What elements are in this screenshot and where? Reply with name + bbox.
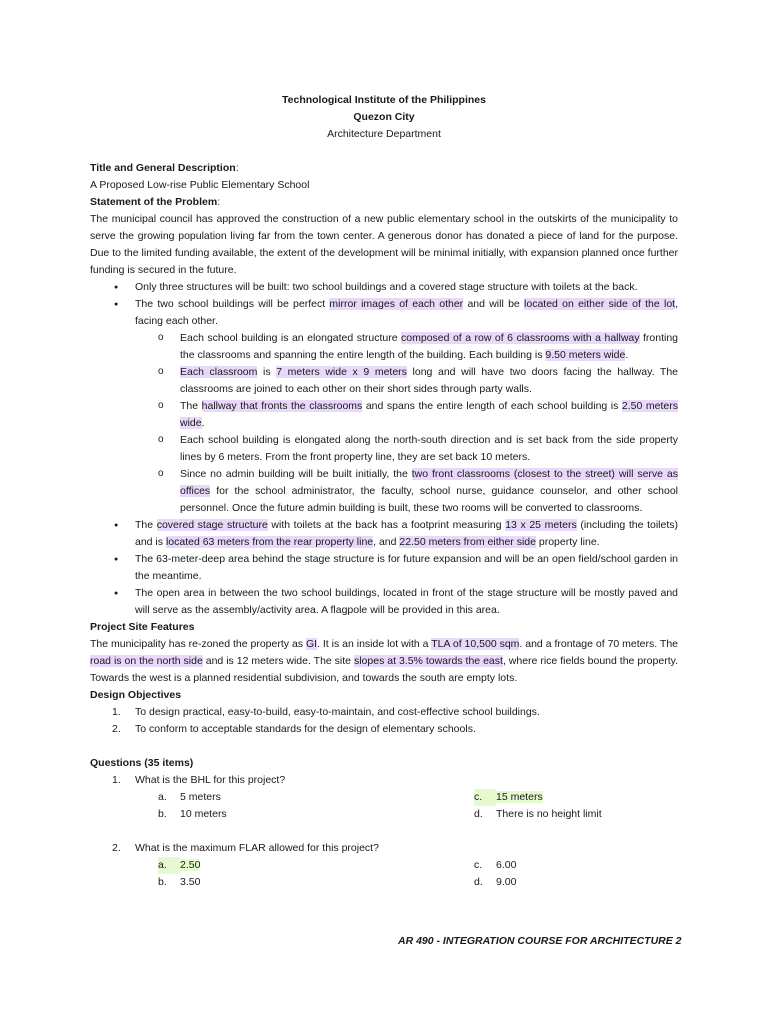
question-number: 1. xyxy=(112,774,121,786)
problem-bullets xyxy=(90,279,678,619)
questions-heading: Questions (35 items) xyxy=(90,757,194,769)
objectives-heading: Design Objectives xyxy=(90,689,182,701)
problem-heading: Statement of the Problem: xyxy=(90,196,221,208)
department-name: Architecture Department xyxy=(327,128,441,140)
objective-item: 1. To design practical, easy-to-build, easy-to-maintain, and cost-effective school buildings. xyxy=(112,706,540,718)
title-text: A Proposed Low-rise Public Elementary School xyxy=(90,179,310,191)
option-a-correct[interactable]: a. 2.50 xyxy=(158,857,200,874)
option-b[interactable]: b. 10 meters xyxy=(158,808,227,820)
objective-item: 2. To conform to acceptable standards for the design of elementary schools. xyxy=(112,723,476,735)
option-a[interactable]: a. 5 meters xyxy=(158,791,221,803)
option-d[interactable]: d. 9.00 xyxy=(474,876,517,888)
option-b[interactable]: b. 3.50 xyxy=(158,876,201,888)
subbullet-hallway: o The hallway that fronts the classrooms and spans the entire length of each school building is 2.50 meters wide. xyxy=(90,398,678,432)
bullet-school-buildings: ● The two school buildings will be perfect mirror images of each other and will be located on either side of the lot, facing each other. o Each school building is an elongated structure composed of a row of 6 classrooms with a hallway fronting the classrooms and spanning the entire length of the building. Each building is 9.50 meters wide. o Each classroom is 7 meters wide x 9 meters long and will have two doors facing the hallway. The classrooms are joined to each other on their short sides through party walls. o The hallway that fronts the classrooms and spans the entire length of each school building is 2.50 meters wide. o Each school building is elongated along the north-south direction and is set back from the side property lines by 6 meters. From the front property line, they are set back 10 meters. o Since no admin building will be built initially, the two front classrooms (closest to the street) will serve as offices for the school administrator, the faculty, school nurse, guidance counselor, and other school personnel. Once the future admin building is built, these two rooms will be converted to classrooms. xyxy=(90,296,678,517)
question-2 xyxy=(90,840,678,891)
question-text: What is the maximum FLAR allowed for this project? xyxy=(135,842,379,854)
title-heading: Title and General Description: xyxy=(90,162,239,174)
option-c[interactable]: c. 6.00 xyxy=(474,859,517,871)
bullet-expansion-area: ● The 63-meter-deep area behind the stage structure is for future expansion and will be an open field/school garden in the meantime. xyxy=(90,551,678,585)
bullet-structures: ● Only three structures will be built: two school buildings and a covered stage structure with toilets at the back. xyxy=(90,279,678,296)
subbullet-setbacks: o Each school building is elongated along the north-south direction and is set back from the side property lines by 6 meters. From the front property line, they are set back 10 meters. xyxy=(90,432,678,466)
document-page xyxy=(90,92,678,891)
subbullet-classroom-size: o Each classroom is 7 meters wide x 9 meters long and will have two doors facing the hallway. The classrooms are joined to each other on their short sides through party walls. xyxy=(90,364,678,398)
bullet-assembly-area: ● The open area in between the two school buildings, located in front of the stage structure will be mostly paved and will serve as the assembly/activity area. A flagpole will be provided in this area. xyxy=(90,585,678,619)
problem-text: The municipal council has approved the construction of a new public elementary school in the outskirts of the municipality to serve the growing population living far from the town center. A generous donor has donated a piece of land for the purpose. Due to the limited funding available, the extent of the development will be minimal initially, with expansion planned once further funding is secured in the future. xyxy=(90,213,678,276)
school-building-subbullets xyxy=(135,330,678,517)
bullet-stage-structure: ● The covered stage structure with toilets at the back has a footprint measuring 13 x 25 meters (including the toilets) and is located 63 meters from the rear property line, and 22.50 meters from either side property line. xyxy=(90,517,678,551)
page-footer: AR 490 - INTEGRATION COURSE FOR ARCHITECTURE 2 xyxy=(398,935,682,947)
objectives-list xyxy=(90,704,678,738)
institution-name: Technological Institute of the Philippines xyxy=(282,94,486,106)
site-heading: Project Site Features xyxy=(90,621,195,633)
city-name: Quezon City xyxy=(353,111,415,123)
question-number: 2. xyxy=(112,842,121,854)
subbullet-row-of-classrooms: o Each school building is an elongated structure composed of a row of 6 classrooms with a hallway fronting the classrooms and spanning the entire length of the building. Each building is 9.50 meters wide. xyxy=(90,330,678,364)
question-text: What is the BHL for this project? xyxy=(135,774,286,786)
question-1 xyxy=(90,772,678,823)
subbullet-offices: o Since no admin building will be built initially, the two front classrooms (closest to the street) will serve as offices for the school administrator, the faculty, school nurse, guidance counselor, and other school personnel. Once the future admin building is built, these two rooms will be converted to classrooms. xyxy=(90,466,678,517)
option-d[interactable]: d. There is no height limit xyxy=(474,808,602,820)
option-c-correct[interactable]: c. 15 meters xyxy=(474,789,543,806)
site-text: The municipality has re-zoned the property as GI. It is an inside lot with a TLA of 10,500 sqm. and a frontage of 70 meters. The road is on the north side and is 12 meters wide. The site slopes at 3.5% towards the east, where rice fields bound the property. Towards the west is a planned residential subdivision, and towards the south are empty lots. xyxy=(90,638,679,684)
